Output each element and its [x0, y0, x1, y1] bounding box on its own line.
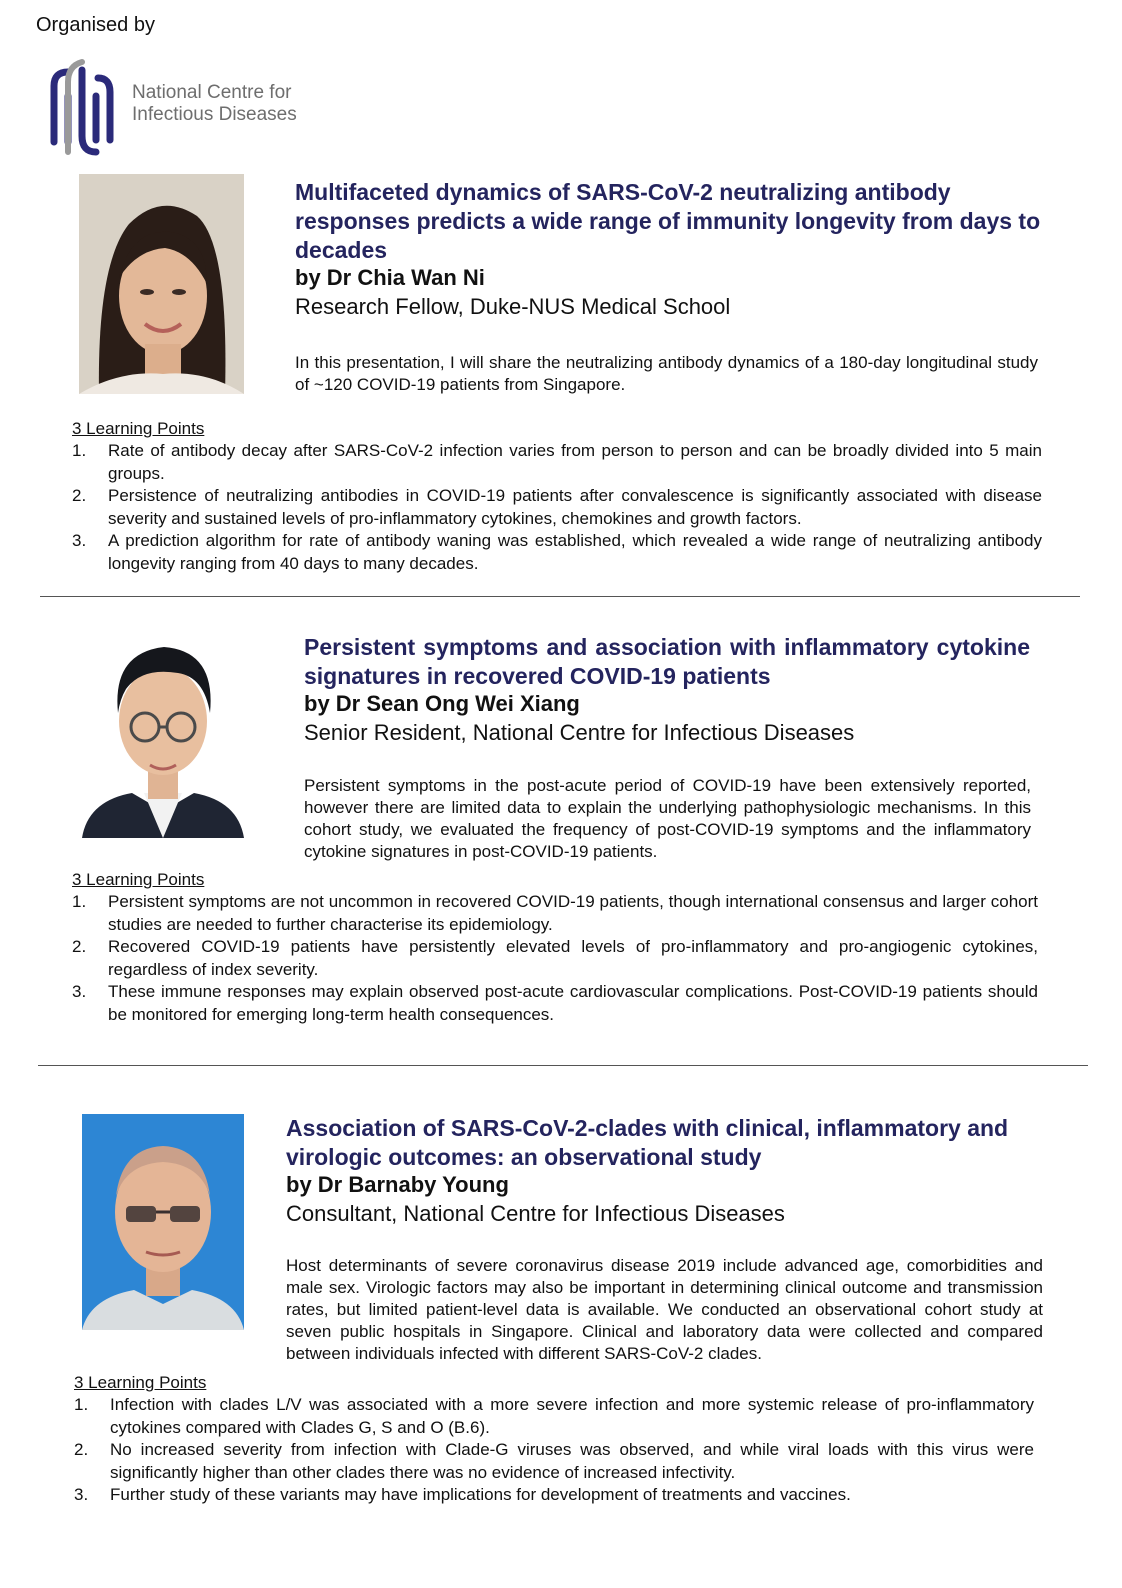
- learning-point: [74, 1394, 1034, 1439]
- talk-title: Persistent symptoms and association with inflammatory cytokine signatures in recovered COVID-19 patients: [304, 634, 1030, 689]
- point-number: 2.: [74, 1440, 89, 1459]
- point-number: 3.: [74, 1485, 89, 1504]
- point-text: Infection with clades L/V was associated with a more severe infection and more systemic release of pro-inflammatory cytokines compared with Clades G, S and O (B.6).: [110, 1395, 1034, 1437]
- point-number: 2.: [72, 486, 87, 505]
- speaker-photo-chia: [79, 174, 244, 394]
- point-number: 3.: [72, 531, 87, 550]
- talk-title: Multifaceted dynamics of SARS-CoV-2 neutralizing antibody responses predicts a wide range of immunity longevity from days to decades: [295, 179, 1041, 263]
- learning-points-list: [72, 440, 1042, 575]
- learning-point: [72, 936, 1038, 981]
- speaker-name: by Dr Chia Wan Ni: [295, 265, 485, 290]
- speaker-name: by Dr Barnaby Young: [286, 1172, 509, 1197]
- learning-points-list: [72, 891, 1038, 1026]
- point-number: 1.: [72, 441, 87, 460]
- point-text: These immune responses may explain observed post-acute cardiovascular complications. Post-COVID-19 patients should be monitored for emerging long-term health consequences.: [108, 982, 1038, 1024]
- point-number: 2.: [72, 937, 87, 956]
- ncid-logo: [44, 52, 314, 160]
- talk-abstract: Host determinants of severe coronavirus disease 2019 include advanced age, comorbidities and male sex. Virologic factors may also be important in determining clinical outcome and transmission rates, but limited patient-level data is available. We conducted an observational cohort study at seven public hospitals in Singapore. Clinical and laboratory data were collected and compared between individuals infected with different SARS-CoV-2 clades.: [286, 1256, 1043, 1363]
- learning-point: [72, 485, 1042, 530]
- point-text: Persistence of neutralizing antibodies in COVID-19 patients after convalescence is significantly associated with disease severity and sustained levels of pro-inflammatory cytokines, chemokines and growth factors.: [108, 486, 1042, 528]
- section-divider: [40, 596, 1080, 597]
- speaker-name: by Dr Sean Ong Wei Xiang: [304, 691, 580, 716]
- learning-point: [72, 440, 1042, 485]
- point-number: 1.: [74, 1395, 89, 1414]
- learning-points-heading: 3 Learning Points: [72, 870, 205, 889]
- point-text: Recovered COVID-19 patients have persistently elevated levels of pro-inflammatory and pro-angiogenic cytokines, regardless of index severity.: [108, 937, 1038, 979]
- logo-text-line2: Infectious Diseases: [132, 104, 297, 125]
- talk-abstract: Persistent symptoms in the post-acute period of COVID-19 have been extensively reported, however there are limited data to explain the underlying pathophysiologic mechanisms. In this cohort study, we evaluated the frequency of post-COVID-19 symptoms and the inflammatory cytokine signatures in post-COVID-19 patients.: [304, 776, 1031, 861]
- speaker-role: Consultant, National Centre for Infectious Diseases: [286, 1201, 785, 1226]
- speaker-role: Senior Resident, National Centre for Infectious Diseases: [304, 720, 855, 745]
- section-divider: [38, 1065, 1088, 1066]
- organised-by-label: Organised by: [36, 14, 155, 36]
- point-text: No increased severity from infection with Clade-G viruses was observed, and while viral loads with this virus were significantly higher than other clades there was no evidence of increased infectivity.: [110, 1440, 1034, 1482]
- point-number: 3.: [72, 982, 87, 1001]
- point-number: 1.: [72, 892, 87, 911]
- talk-title: Association of SARS-CoV-2-clades with clinical, inflammatory and virologic outcomes: an observational study: [286, 1115, 1009, 1170]
- learning-point: [74, 1439, 1034, 1484]
- learning-point: [72, 530, 1042, 575]
- point-text: Rate of antibody decay after SARS-CoV-2 infection varies from person to person and can be broadly divided into 5 main groups.: [108, 441, 1042, 483]
- point-text: Persistent symptoms are not uncommon in recovered COVID-19 patients, though international consensus and larger cohort studies are needed to further characterise its epidemiology.: [108, 892, 1038, 934]
- speaker-photo-young: [82, 1114, 244, 1330]
- learning-points-heading: 3 Learning Points: [74, 1373, 207, 1392]
- point-text: Further study of these variants may have implications for development of treatments and vaccines.: [110, 1485, 851, 1504]
- speaker-photo-ong: [82, 623, 244, 838]
- logo-text-line1: National Centre for: [132, 82, 292, 103]
- talk-abstract: In this presentation, I will share the neutralizing antibody dynamics of a 180-day longitudinal study of ~120 COVID-19 patients from Singapore.: [295, 353, 1038, 394]
- point-text: A prediction algorithm for rate of antibody waning was established, which revealed a wide range of neutralizing antibody longevity ranging from 40 days to many decades.: [108, 531, 1042, 573]
- learning-points-list: [74, 1394, 1034, 1507]
- speaker-role: Research Fellow, Duke-NUS Medical School: [295, 294, 731, 319]
- ncid-logo-icon: [44, 52, 128, 160]
- learning-point: [72, 891, 1038, 936]
- learning-point: [74, 1484, 1034, 1507]
- learning-point: [72, 981, 1038, 1026]
- learning-points-heading: 3 Learning Points: [72, 419, 205, 438]
